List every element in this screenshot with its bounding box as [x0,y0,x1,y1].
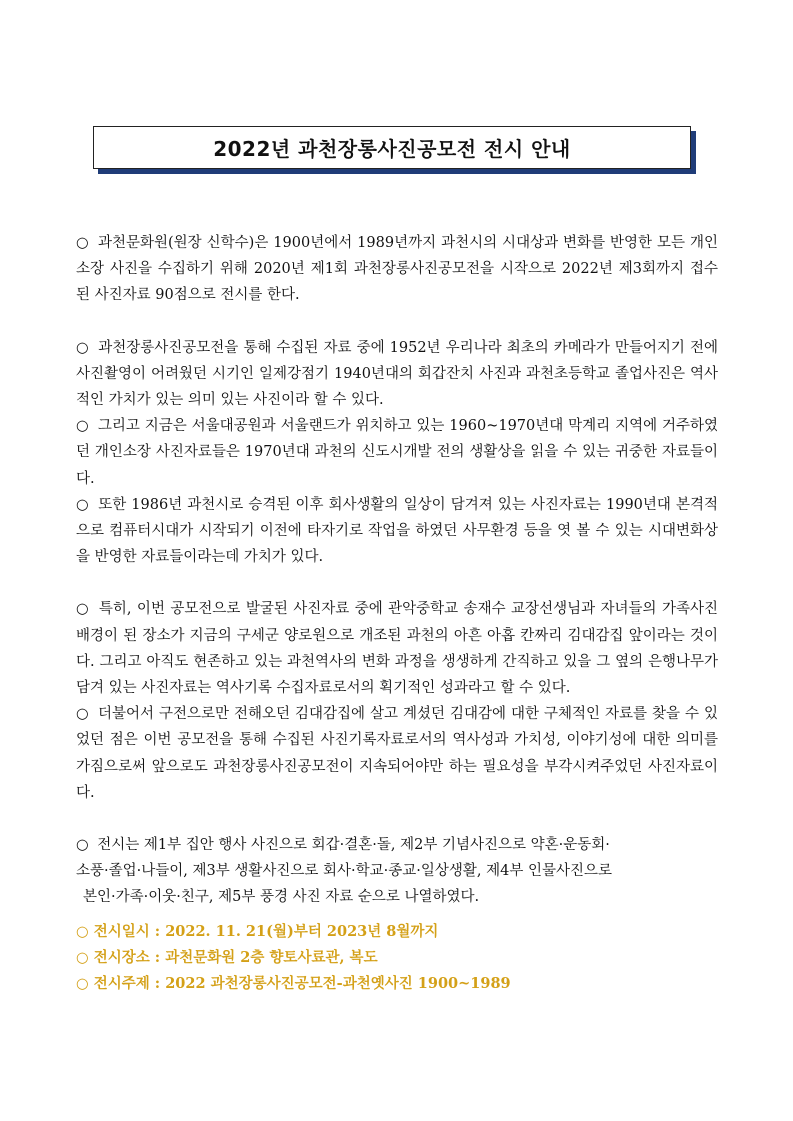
bullet-icon: ○ [76,496,90,513]
title-box [93,126,691,169]
paragraph-discovery-1: ○ 특히, 이번 공모전으로 발굴된 사진자료 중에 관악중학교 송재수 교장선생님과 자녀들의 가족사진 배경이 된 장소가 지금의 구세군 양로원으로 개조된 과천의 아흔 아홉 칸짜리 김대감집 앞이라는 것이다. 그리고 아직도 현존하고 있는 과천역사의 변화 과정을 생생하게 간직하고 있을 그 옆의 은행나무가 담겨 있는 사진자료는 역사기록 수집자료로서의 획기적인 성과라고 할 수 있다. [76,601,718,697]
info-theme: ○ 전시주제 : 2022 과천장롱사진공모전-과천옛사진 1900~1989 [76,975,511,993]
info-location: ○ 전시장소 : 과천문화원 2층 향토사료관, 복도 [76,948,378,966]
bullet-icon: ○ [76,418,89,435]
paragraph-history-2: ○ 그리고 지금은 서울대공원과 서울랜드가 위치하고 있는 1960~1970년대 막계리 지역에 거주하였던 개인소장 사진자료들은 1970년대 과천의 신도시개발 전의 생활상을 읽을 수 있는 귀중한 자료들이다. [76,418,718,487]
page-title: 2022년 과천장롱사진공모전 전시 안내 [213,137,571,161]
document-body [76,230,718,997]
bullet-icon: ○ [76,235,90,251]
bullet-icon: ○ [76,706,90,723]
paragraph-history-1: ○ 과천장롱사진공모전을 통해 수집된 자료 중에 1952년 우리나라 최초의 카메라가 만들어지기 전에 사진촬영이 어려웠던 시기인 일제강점기 1940년대의 회갑잔치 사진과 과천초등학교 졸업사진은 역사적인 가치가 있는 의미 있는 사진이라 할 수 있다. [76,339,719,409]
paragraph-intro: ○ 과천문화원(원장 신학수)은 1900년에서 1989년까지 과천시의 시대상과 변화를 반영한 모든 개인소장 사진을 수집하기 위해 2020년 제1회 과천장롱사진공모전을 시작으로 2022년 제3회까지 접수된 사진자료 90점으로 전시를 한다. [76,235,719,304]
bullet-icon: ○ [76,601,90,618]
paragraph-schedule: ○ 전시는 제1부 집안 행사 사진으로 회갑·결혼·돌, 제2부 기념사진으로 약혼·운동회· 소풍·졸업·나들이, 제3부 생활사진으로 회사·학교·종교·일상생활, 제4부 인물사진으로 본인·가족·이웃·친구, 제5부 풍경 사진 자료 순으로 나열하였다. [76,837,612,906]
bullet-icon: ○ [76,837,89,854]
paragraph-discovery-2: ○ 더불어서 구전으로만 전해오던 김대감집에 살고 계셨던 김대감에 대한 구체적인 자료를 찾을 수 있었던 점은 이번 공모전을 통해 수집된 사진기록자료로서의 역사성과 가치성, 이야기성에 대한 의미를 가짐으로써 앞으로도 과천장롱사진공모전이 지속되어야만 하는 필요성을 부각시켜주었던 사진자료이다. [76,706,719,801]
paragraph-history-3: ○ 또한 1986년 과천시로 승격된 이후 회사생활의 일상이 담겨져 있는 사진자료는 1990년대 본격적으로 컴퓨터시대가 시작되기 이전에 타자기로 작업을 하였던 사무환경 등을 엿 볼 수 있는 시대변화상을 반영한 자료들이라는데 가치가 있다. [76,496,719,566]
info-date: ○ 전시일시 : 2022. 11. 21(월)부터 2023년 8월까지 [76,922,439,940]
bullet-icon: ○ [76,339,90,356]
